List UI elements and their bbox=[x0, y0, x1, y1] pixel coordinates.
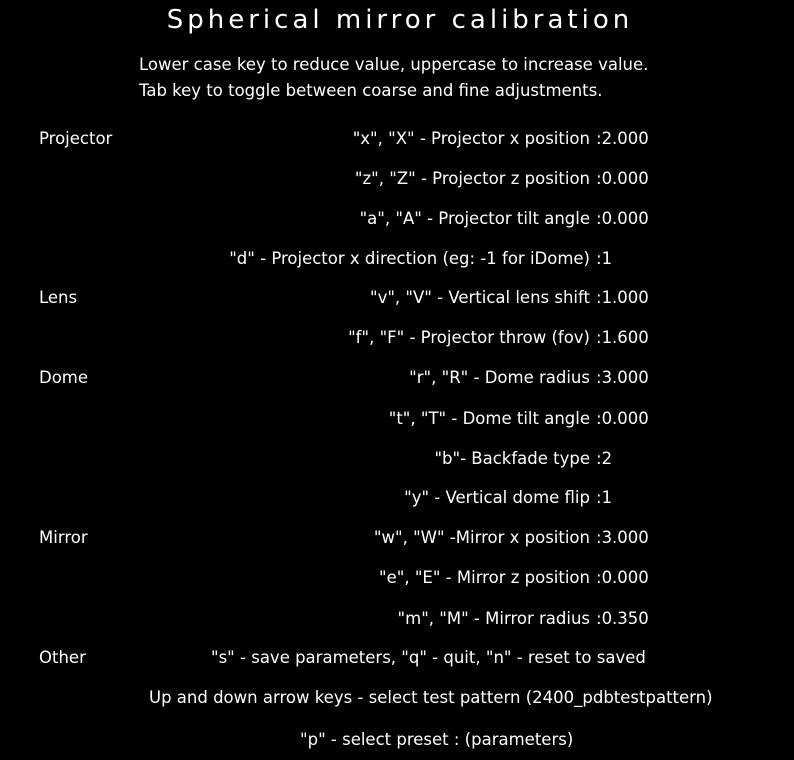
param-projector-throw bbox=[0, 327, 649, 349]
test-pattern-help: Up and down arrow keys - select test pattern (2400_pdbtestpattern) bbox=[149, 688, 713, 707]
instruction-line-1: Lower case key to reduce value, uppercase to increase value. bbox=[139, 55, 649, 74]
param-label: "d" - Projector x direction (eg: -1 for iDome) bbox=[229, 249, 590, 268]
param-value: :0.000 bbox=[596, 409, 649, 428]
other-keys-help: "s" - save parameters, "q" - quit, "n" - reset to saved bbox=[211, 648, 646, 667]
param-label: "b"- Backfade type bbox=[434, 449, 590, 468]
section-other-label: Other bbox=[39, 648, 86, 667]
param-value: :3.000 bbox=[596, 368, 649, 387]
param-dome-radius bbox=[0, 367, 649, 389]
param-label: "z", "Z" - Projector z position bbox=[354, 169, 590, 188]
param-label: "m", "M" - Mirror radius bbox=[397, 609, 590, 628]
section-lens-label: Lens bbox=[39, 288, 78, 307]
param-label: "t", "T" - Dome tilt angle bbox=[388, 409, 590, 428]
param-value: :1 bbox=[596, 488, 613, 507]
section-projector-label: Projector bbox=[39, 129, 113, 148]
param-dome-tilt bbox=[0, 408, 649, 430]
param-mirror-radius bbox=[0, 608, 649, 630]
param-label: "f", "F" - Projector throw (fov) bbox=[348, 328, 590, 347]
param-value: :0.000 bbox=[596, 209, 649, 228]
preset-help: "p" - select preset : (parameters) bbox=[300, 730, 574, 749]
section-mirror-label: Mirror bbox=[39, 528, 88, 547]
param-mirror-z bbox=[0, 567, 649, 589]
param-value: :2 bbox=[596, 449, 613, 468]
param-value: :1.000 bbox=[596, 288, 649, 307]
param-mirror-x bbox=[0, 527, 649, 549]
param-value: :1 bbox=[596, 249, 613, 268]
param-label: "y" - Vertical dome flip bbox=[404, 488, 590, 507]
param-projector-direction bbox=[0, 248, 612, 270]
param-label: "e", "E" - Mirror z position bbox=[379, 568, 590, 587]
param-value: :1.600 bbox=[596, 328, 649, 347]
param-label: "r", "R" - Dome radius bbox=[409, 368, 590, 387]
param-label: "w", "W" -Mirror x position bbox=[373, 528, 590, 547]
param-projector-x bbox=[0, 128, 649, 150]
param-backfade-type bbox=[0, 448, 612, 470]
param-projector-z bbox=[0, 168, 649, 190]
param-value: :0.000 bbox=[596, 568, 649, 587]
param-dome-flip bbox=[0, 487, 612, 509]
param-label: "a", "A" - Projector tilt angle bbox=[359, 209, 590, 228]
instruction-line-2: Tab key to toggle between coarse and fine adjustments. bbox=[139, 81, 603, 100]
param-projector-tilt bbox=[0, 208, 649, 230]
param-label: "x", "X" - Projector x position bbox=[352, 129, 590, 148]
param-lens-shift bbox=[0, 287, 649, 309]
page-title: Spherical mirror calibration bbox=[166, 5, 634, 35]
param-value: :0.000 bbox=[596, 169, 649, 188]
param-value: :0.350 bbox=[596, 609, 649, 628]
param-value: :2.000 bbox=[596, 129, 649, 148]
param-value: :3.000 bbox=[596, 528, 649, 547]
param-label: "v", "V" - Vertical lens shift bbox=[369, 288, 590, 307]
section-dome-label: Dome bbox=[39, 368, 89, 387]
